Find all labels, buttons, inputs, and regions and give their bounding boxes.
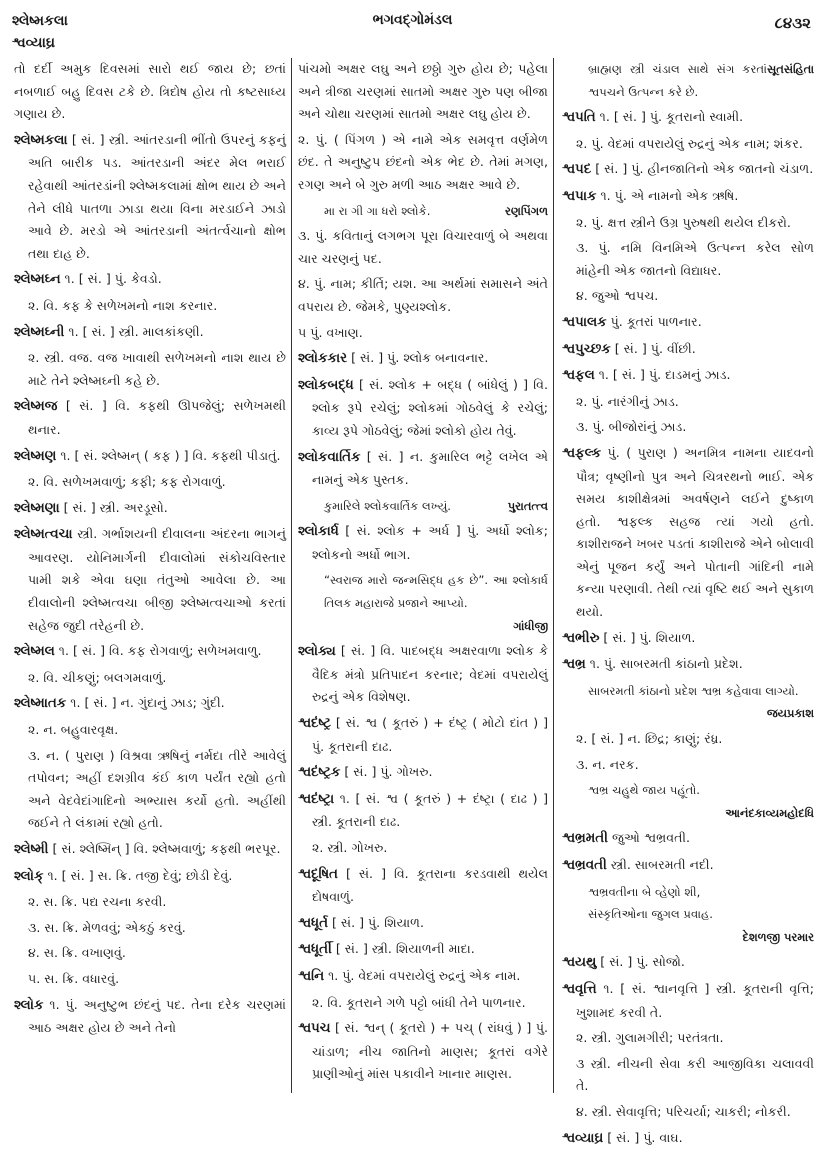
headword: શ્વફલ્ક — [562, 445, 602, 461]
dictionary-entry — [562, 311, 814, 335]
dictionary-title: ભગવદ્ગોમંડલ — [372, 12, 453, 28]
text: ૩. ન. નરક. — [576, 756, 639, 772]
text: ૨. સ્ત્રી. ગોખરુ. — [312, 840, 388, 855]
headword: શ્વપુચ્છક — [562, 341, 611, 357]
sense-item — [14, 745, 286, 835]
text: ૪. પું. નામ; કીર્તિ; યશ. આ અર્થમાં સમાસને અંતે વપરાય છે. જેમકે, પુણ્યશ્લોક. — [298, 276, 548, 314]
definition-text: [ સં. ] સ્ત્રી. શિયાળની માદા. — [331, 941, 475, 957]
headword: શ્લેષ્મઘ્ની — [14, 324, 65, 340]
dictionary-entry — [562, 364, 814, 388]
text: તો દર્દી અમુક દિવસમાં સારો થઈ જાય છે; છતાં નબળાઈ બહુ દિવસ ટકે છે. ત્રિદોષ હોય તો કષ્ટસાધ્ય ગણાય છે. — [14, 61, 286, 122]
text: ૨. પું. ( પિંગળ ) એ નામે એક સમવૃત્ત વર્ણમેળ છંદ. તે અનુષ્ટુપ છંદનો એક ભેદ છે. તેમાં મગણ, રગણ અને બે ગુરુ મળી આઠ અક્ષર આવે છે. — [298, 131, 548, 192]
definition-text: ૧. પું. અનુષ્ટુભ છંદનું પદ. તેના દરેક ચરણમાં આઠ અક્ષર હોય છે અને તેનો — [28, 996, 286, 1036]
headword: શ્વપદ — [562, 162, 592, 178]
continued-text — [298, 58, 548, 126]
headword: શ્લોક્ય — [298, 644, 336, 660]
dictionary-entry — [14, 994, 286, 1040]
dictionary-entry — [562, 978, 814, 1024]
definition-text: [ સં. ] પું. સોજો. — [596, 954, 685, 970]
definition-text: ૧. [ સં. શ્લેષ્મન્ ( કફ ) ] વિ. કફથી પીડાતું. — [56, 447, 281, 463]
sense-item — [562, 237, 814, 282]
text: ૨. પું. નારંગીનું ઝાડ. — [576, 393, 679, 409]
dictionary-entry — [562, 158, 814, 182]
text: ૨. સ. ક્રિ. પદ્ય રચના કરવી. — [28, 894, 167, 910]
headword: શ્વપાલક — [562, 314, 607, 330]
dictionary-entry — [14, 838, 286, 862]
dictionary-entry — [562, 106, 814, 130]
quote-text: શ્વભ્રવતીના બે વ્હેણો શી, સંસ્કૃતિઓના જુગલ પ્રવાહ. — [588, 884, 713, 922]
column-divider — [291, 58, 292, 1093]
definition-text: ૧. પું. એ નામનો એક ઋષિ. — [596, 187, 739, 203]
headword: શ્લોકાર્ધ — [298, 524, 339, 540]
quote-source: જયપ્રકાશ — [766, 706, 814, 721]
quote-text: કુમારિલે શ્લોકવાર્તિક લખ્યું. — [324, 498, 451, 513]
sense-item — [14, 471, 286, 494]
dictionary-entry — [298, 788, 548, 834]
dictionary-entry — [562, 854, 814, 878]
sense-item — [14, 719, 286, 742]
headword: શ્વવૃત્તિ — [562, 981, 597, 997]
sense-item — [562, 285, 814, 308]
dictionary-entry — [562, 338, 814, 362]
headword: શ્લેષ્મત્વચા — [14, 527, 73, 543]
definition-text: [ સં. શ્વ ( કૂતરું ) + દંષ્ટ્ર ( મોટો દાંત ) ] પું. કૂતરાની દાઢ. — [312, 715, 548, 754]
usage-quote — [298, 200, 548, 223]
definition-text: [ સં. ] પું. હીનજાતિનો એક જાતનો ચંડાળ. — [591, 161, 814, 177]
text: ૪. જુઓ શ્વપચ. — [576, 288, 659, 304]
dictionary-entry — [14, 268, 286, 292]
definition-text: ૧. [ સં. ] સ. ક્રિ. તજી દેવું; છોડી દેવું. — [43, 867, 233, 883]
headword: શ્વદૂષિત — [298, 866, 338, 882]
definition-text: ૧. પું. સાબરમતી કાંઠાનો પ્રદેશ. — [585, 656, 743, 672]
quote-text: શ્વભ્ર ચહુથે જાય પહૂંતો. — [588, 783, 700, 798]
headword: શ્વદંષ્ટ્રા — [298, 791, 335, 807]
definition-text: [ સં. ] પું. શિયાળ. — [327, 914, 424, 930]
headword: શ્લેષ્માતક — [14, 696, 67, 712]
quote-text: “સ્વરાજ મારો જન્મસિદ્ધ હક છે”. આ શ્લોકાર્ધ તિલક મહારાજે પ્રજાને આપ્યો. — [324, 573, 548, 611]
text: ૨. પું. વેદમાં વપરાયેલું રુદ્રનું એક નામ; શંકર. — [576, 135, 803, 151]
dictionary-entry — [298, 374, 548, 443]
text: ૨. વિ. કફ કે સળેખમનો નાશ કરનાર. — [28, 297, 218, 313]
dictionary-entry — [298, 640, 548, 709]
dictionary-entry — [14, 129, 286, 266]
text: ૨. ન. બહુવારવૃક્ષ. — [28, 722, 119, 738]
dictionary-entry — [298, 347, 548, 371]
quote-text: મા રા ગી ગા ધરો શ્લોકે. — [324, 203, 431, 218]
headword: શ્લેષ્મલ — [14, 644, 55, 660]
headword: શ્લેષ્મજ — [14, 399, 58, 415]
headword: શ્લેષ્મી — [14, 842, 49, 857]
usage-quote — [298, 569, 548, 637]
headword: શ્વભ્ર — [562, 657, 586, 673]
sense-item — [562, 1027, 814, 1050]
dictionary-entry — [298, 965, 548, 989]
sense-item — [14, 917, 286, 940]
headword: શ્લોક્ — [14, 868, 44, 884]
quote-source: દેશળજી પરમાર — [742, 929, 814, 944]
guide-word-first: શ્લેષ્મકલા — [12, 13, 68, 29]
quote-text: સાબરમતી કાંઠાનો પ્રદેશ શ્વભ્ર કહેવાવા લાગ્યો. — [588, 683, 799, 698]
dictionary-entry — [298, 520, 548, 566]
definition-text: ૧. [ સં. ] પું. દાડમનું ઝાડ. — [594, 367, 731, 383]
usage-quote — [298, 495, 548, 518]
text: ૩. પું. બીજોરાંનું ઝાડ. — [576, 419, 687, 435]
dictionary-entry — [14, 395, 286, 441]
headword: શ્લોકકાર — [298, 351, 348, 367]
text: ૩. પું. કવિતાનું લગભગ પૂરા વિચારવાળું બે અથવા ચાર ચરણનું પદ. — [298, 228, 548, 266]
definition-text: [ સં. ] સ્ત્રી. અરડૂસો. — [59, 499, 168, 515]
usage-quote — [562, 779, 814, 824]
dictionary-entry — [562, 627, 814, 651]
headword: શ્લોકબદ્ધ — [298, 377, 354, 393]
headword: શ્લેષ્મણ — [14, 448, 57, 464]
definition-text: [ સં. શ્લેષ્મિન્ ] વિ. શ્લેષ્મવાળું; કફથી ભરપૂર. — [48, 841, 281, 856]
headword: શ્લેષ્મઘ્ન — [14, 272, 61, 288]
text: ૨. પું. ક્ષત્ત સ્ત્રીને ઉગ્ર પુરુષથી થયેલ દીકરો. — [576, 214, 791, 230]
headword: શ્વનિ — [298, 968, 325, 984]
dictionary-entry — [298, 446, 548, 492]
usage-quote — [562, 881, 814, 949]
sense-item — [14, 295, 286, 318]
quote-source: આનંદકાવ્યમહોદધિ — [725, 805, 814, 820]
dictionary-entry — [298, 761, 548, 785]
dictionary-entry — [562, 951, 814, 975]
text: ૫. સ. ક્રિ. વધારવું. — [28, 970, 120, 986]
definition-text: [ સં. ] પું. શ્લોક બનાવનાર. — [347, 350, 489, 366]
definition-text: [ સં. ] સ્ત્રી. આંતરડાની ભીંતો ઉપરનું કફનું અતિ બારીક પડ. આંતરડાની અંદર મેલ ભરાઈ રહેવાથી આંતરડાંની શ્લેષ્મકલામાં ક્ષોભ થાય છે અને તેને લીધે પાતળા ઝાડા થયા વિના મરડાઈને ઝાડો આવે છે. મરડો એ આંતરડાની અંતર્ત્વચાનો ક્ષોભ તથા દાહ છે. — [28, 131, 286, 261]
column-2 — [298, 58, 548, 1089]
definition-text: [ સં. ] વિ. પાદબદ્ધ અક્ષરવાળા શ્લોક કે વૈદિક મંત્રો પ્રતિપાદન કરનાર; વેદમાં વપરાયેલું રુદ્રનું એક વિશેષણ. — [312, 643, 548, 705]
sense-item — [298, 273, 548, 318]
headword: શ્વયથુ — [562, 955, 597, 971]
definition-text: [ સં. શ્વન્ ( કૂતરો ) + પચ્ ( રાંધવું ) ] પું. ચાંડાળ; નીચ જાતિનો માણસ; કૂતરાં વગેરે પ્રાણીઓનું માંસ પકાવીને ખાનાર માણસ. — [312, 1020, 548, 1082]
sense-item — [562, 1053, 814, 1098]
quote-text: બ્રાહ્મણ સ્ત્રી ચંડાલ સાથે સંગ કરતાં શ્વપચને ઉત્પન્ન કરે છે. — [588, 62, 767, 99]
headword: શ્વદંષ્ટ્ર — [298, 716, 331, 732]
quote-source: પુરાતત્ત્વ — [507, 498, 548, 513]
dictionary-entry — [14, 692, 286, 716]
headword: શ્લોકવાર્તિક — [298, 449, 361, 465]
dictionary-entry — [298, 938, 548, 962]
text: ૪. સ. ક્રિ. વખાણવું. — [28, 945, 126, 961]
sense-item — [562, 754, 814, 777]
headword: શ્વભ્રવતી — [562, 858, 607, 873]
usage-quote — [562, 680, 814, 725]
definition-text: [ સં. ] ન. કુમારિલ ભટ્ટે લખેલ એ નામનું એક પુસ્તક. — [312, 448, 548, 488]
quote-source: સૂતસંહિતા — [766, 62, 814, 76]
usage-quote — [562, 58, 814, 103]
definition-text: ૧. [ સં. ] પું. કેવડો. — [60, 271, 162, 287]
sense-item — [14, 891, 286, 914]
sense-item — [562, 728, 814, 751]
page-number: ૮૪૩૨ — [774, 14, 811, 32]
sense-item — [298, 225, 548, 270]
headword: શ્વફલ — [562, 368, 595, 384]
text: ૨. વિ. કૂતરાને ગળે પટ્ટો બાંધી તેને પાળનાર. — [312, 994, 526, 1010]
dictionary-entry — [562, 1127, 814, 1151]
text: ૨. [ સં. ] ન. છિદ્ર; કાણું; રંધ્ર. — [576, 731, 723, 747]
headword: શ્વવ્યાઘ્ર — [562, 1130, 604, 1146]
dictionary-entry — [14, 640, 286, 664]
sense-item — [14, 667, 286, 690]
headword: શ્વભીરુ — [562, 630, 600, 646]
sense-item — [298, 129, 548, 197]
sense-item — [298, 322, 548, 345]
definition-text: ૧. પું. વેદમાં વપરાયેલું રુદ્રનું એક નામ. — [324, 967, 521, 983]
definition-text: [ સં. શ્લોક + અર્ધ ] પું. અર્ધો શ્લોક; શ્લોકનો અર્ધો ભાગ. — [312, 523, 548, 562]
definition-text: [ સં. શ્લોક + બદ્ધ ( બાંધેલું ) ] વિ. શ્લોક રૂપે રચેલું; શ્લોકમાં ગોઠવેલું કે રચેલું; કાવ્ય રૂપે ગોઠવેલું; જેમાં શ્લોકો હોય તેવું. — [312, 376, 548, 438]
sense-item — [298, 837, 548, 860]
definition-text: [ સં. ] પું. વીંછી. — [610, 340, 696, 356]
headword: શ્વપચ — [298, 1021, 331, 1037]
definition-text: જુઓ શ્વભ્રવતી. — [607, 830, 691, 846]
headword: શ્લેષ્મણા — [14, 500, 60, 516]
sense-item — [562, 416, 814, 439]
sense-item — [562, 133, 814, 156]
headword: શ્વદંષ્ટ્રક — [298, 765, 341, 781]
quote-source: ગાંધીજી — [513, 618, 548, 633]
headword: શ્વપતિ — [562, 110, 596, 126]
headword: શ્વપાક — [562, 188, 597, 204]
sense-item — [562, 391, 814, 414]
definition-text: પું. કૂતરાં પાળનાર. — [606, 313, 702, 329]
continued-text — [14, 58, 286, 126]
dictionary-entry — [562, 827, 814, 851]
text: ૩. પું. નમિ વિનમિએ ઉત્પન્ન કરેલ સોળ માંહેની એક જાતનો વિદ્યાધર. — [576, 240, 814, 278]
guide-word-last: શ્વવ્યાઘ્ર — [12, 35, 56, 51]
column-3 — [562, 58, 814, 1153]
definition-text: ૧. [ સં. શ્વ ( કૂતરું ) + દંષ્ટ્રા ( દાઢ ) ] સ્ત્રી. કૂતરાની દાઢ. — [312, 790, 548, 830]
definition-text: ૧. [ સં. ] સ્ત્રી. માલકાંકણી. — [64, 323, 204, 339]
text: પાંચમો અક્ષર લઘુ અને છઠ્ઠો ગુરુ હોય છે; પહેલા અને ત્રીજા ચરણમાં સાતમો અક્ષર ગુરુ પણ બીજા અને ચોથા ચરણમાં સાતમો અક્ષર લઘુ હોય છે. — [298, 61, 548, 122]
quote-source: રણપિંગળ — [505, 203, 548, 218]
dictionary-entry — [14, 445, 286, 469]
text: ૨. સ્ત્રી. વજ. વજ ખાવાથી સળેખમનો નાશ થાય છે માટે તેને શ્લેષ્મઘ્ની કહે છે. — [28, 350, 286, 388]
text: ૨. વિ. ચીકણું; બલગમવાળું. — [28, 669, 167, 685]
column-1 — [14, 58, 286, 1043]
dictionary-entry — [14, 523, 286, 637]
sense-item — [298, 992, 548, 1015]
headword: શ્લોક — [14, 997, 44, 1013]
definition-text: ૧. [ સં. ] ન. ગુંદાનું ઝાડ; ગુંદી. — [66, 695, 225, 711]
dictionary-entry — [298, 863, 548, 909]
definition-text: ૧. [ સં. ] પું. કૂતરાનો સ્વામી. — [595, 109, 744, 125]
headword: શ્વધૂર્ત — [298, 915, 328, 931]
sense-item — [562, 212, 814, 235]
headword: શ્વધૂર્તી — [298, 942, 332, 958]
text: ૨. વિ. સળેખમવાળું; કફી; કફ રોગવાળું. — [28, 474, 226, 490]
dictionary-entry — [562, 653, 814, 677]
sense-item — [14, 968, 286, 991]
text: ૩. સ. ક્રિ. મેળવવું; એકઠું કરવું. — [28, 919, 186, 935]
text: ૨. સ્ત્રી. ગુલામગીરી; પરતંત્રતા. — [576, 1030, 724, 1046]
dictionary-entry — [562, 185, 814, 209]
definition-text: [ સં. ] વિ. કૂતરાના કરડવાથી થયેલ દોષવાળું. — [312, 865, 548, 905]
headword: શ્વભ્રમતી — [562, 831, 608, 847]
sense-item — [562, 1101, 814, 1124]
sense-item — [14, 347, 286, 392]
dictionary-entry — [14, 497, 286, 521]
dictionary-entry — [562, 442, 814, 624]
definition-text: પું. ( પુરાણ ) અનમિત્ર નામના યાદવનો પૌત્ર; વૃષ્ણીનો પુત્ર અને ચિત્રરથનો ભાઈ. એક સમય કાશીક્ષેત્રમાં અવર્ષણને લઈને દુષ્કાળ હતો. શ્વફલ્ક સહજ ત્યાં ગયો હતો. કાશીરાજને ખબર પડતાં કાશીરાજે એને બોલાવી એનું પૂજન કર્યું અને પોતાની ગાંદિની નામે કન્યા પરણાવી. તેથી ત્યાં વૃષ્ટિ થઈ અને સુકાળ થયો. — [576, 444, 814, 620]
headword: શ્લેષ્મકલા — [14, 132, 68, 148]
text: ૩. ન. ( પુરાણ ) વિશ્રવા ઋષિનું નર્મદા તીરે આવેલું તપોવન; અહીં દશગ્રીવ કંઈ કાળ પર્યંત રહ્યો હતો અને વેદવેદાંગાદિનો અભ્યાસ કર્યો હતો. અહીંથી જઈને તે લંકામાં રહ્યો હતો. — [28, 747, 286, 831]
dictionary-entry — [298, 912, 548, 936]
text: ૩ સ્ત્રી. નીચની સેવા કરી આજીવિકા ચલાવવી તે. — [576, 1055, 814, 1094]
text: ૫ પું. વખાણ. — [298, 324, 363, 340]
definition-text: [ સં. ] વિ. કફથી ઊપજેલું; સળેખમથી થનાર. — [28, 398, 286, 437]
dictionary-entry — [14, 865, 286, 889]
definition-text: સ્ત્રી. સાબરમતી નદી. — [606, 857, 714, 872]
definition-text: [ સં. ] પું. વાઘ. — [603, 1129, 683, 1145]
dictionary-entry — [298, 1017, 548, 1086]
definition-text: [ સં. ] પું. ગોખરુ. — [340, 764, 433, 780]
definition-text: સ્ત્રી. ગર્ભાશયની દીવાલના અંદરના ભાગનું આવરણ. યોનિમાર્ગની દીવાલોમાં સંકોચવિસ્તાર પામી શકે એવા ઘણા તંતુઓ આવેલા છે. આ દીવાલોની શ્લેષ્મત્વચા બીજી શ્લેષ્મત્વચાઓ કરતાં સહેજ જુદી તરેહની છે. — [28, 526, 286, 633]
definition-text: ૧. [ સં. શ્વાનવૃત્તિ ] સ્ત્રી. કૂતરાની વૃત્તિ; ખુશામદ કરવી તે. — [576, 980, 814, 1020]
column-divider — [553, 58, 554, 1093]
definition-text: ૧. [ સં. ] વિ. કફ રોગવાળું; સળેખમવાળુ. — [54, 643, 262, 659]
sense-item — [14, 942, 286, 965]
dictionary-entry — [298, 712, 548, 758]
definition-text: [ સં. ] પું. શિયાળ. — [599, 629, 696, 645]
text: ૪. સ્ત્રી. સેવાવૃત્તિ; પરિચર્યા; ચાકરી; નોકરી. — [576, 1103, 791, 1119]
dictionary-entry — [14, 321, 286, 345]
